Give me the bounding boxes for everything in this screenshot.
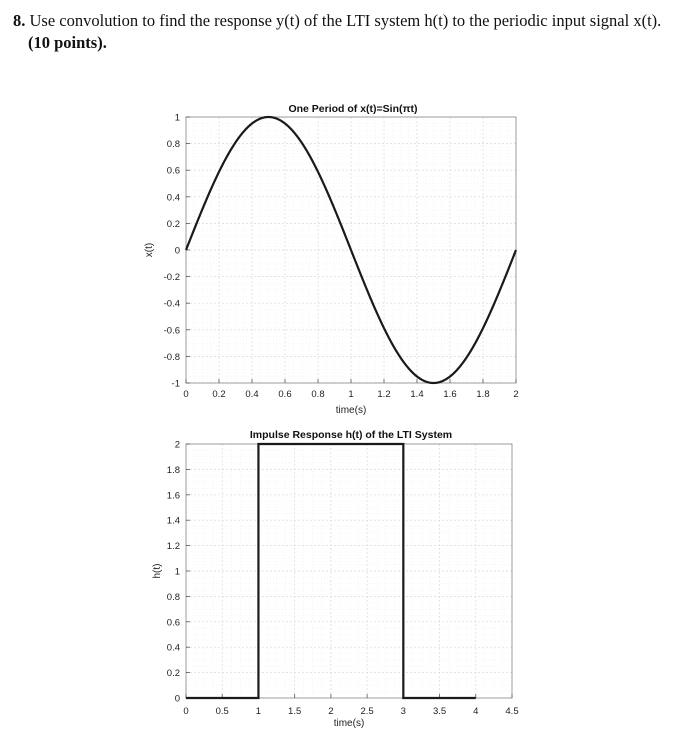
x-tick-label: 0.4 (245, 389, 259, 400)
y-tick-label: 1 (174, 112, 180, 124)
y-tick-label: 1.8 (166, 464, 180, 476)
x-tick-label: 1.4 (410, 389, 424, 400)
y-tick-label: 1.4 (166, 515, 180, 527)
x-tick-label: 0 (183, 389, 189, 400)
x-tick-label: 2 (328, 706, 334, 717)
y-tick-label: 0.8 (166, 139, 180, 151)
x-tick-label: 1 (255, 706, 262, 717)
y-tick-label: 0 (174, 245, 180, 257)
xt-chart (144, 103, 519, 416)
y-tick-label: -1 (171, 378, 180, 390)
x-tick-label: 0.5 (215, 706, 229, 717)
x-tick-label: 3.5 (432, 706, 447, 717)
question-number: 8. (13, 11, 26, 30)
y-tick-label: -0.8 (163, 351, 180, 363)
x-tick-label: 1.5 (288, 706, 302, 717)
y-tick-label: 0.8 (166, 591, 180, 603)
x-tick-label: 1.6 (443, 389, 457, 400)
y-tick-label: -0.6 (163, 325, 180, 337)
x-tick-label: 0.8 (311, 389, 325, 400)
y-tick-label: -0.2 (163, 272, 180, 284)
x-tick-label: 4 (473, 706, 479, 717)
chart-title: One Period of x(t)=Sin(πt) (288, 103, 418, 115)
x-tick-label: 1 (348, 389, 354, 400)
y-tick-label: 0.6 (166, 165, 180, 177)
y-tick-label: 0.4 (166, 642, 180, 654)
chart-title: Impulse Response h(t) of the LTI System (249, 429, 453, 441)
y-axis-label: h(t) (152, 563, 163, 579)
x-tick-label: 0.2 (212, 389, 226, 400)
y-tick-label: 1 (174, 566, 180, 578)
x-tick-label: 0 (183, 706, 189, 717)
y-tick-label: 1.2 (166, 541, 180, 553)
y-tick-label: 0.6 (166, 617, 180, 629)
ht-chart (152, 429, 519, 729)
x-tick-label: 3 (400, 706, 406, 717)
y-tick-label: -0.4 (163, 298, 180, 310)
question-body: Use convolution to find the response y(t) of the LTI system h(t) to the periodic input signal x(t). (29, 11, 662, 30)
y-tick-label: 0 (174, 693, 180, 705)
x-tick-label: 4.5 (505, 706, 519, 717)
y-axis-label: x(t) (144, 242, 155, 258)
y-tick-label: 0.4 (166, 192, 180, 204)
y-tick-label: 0.2 (166, 668, 180, 680)
x-axis-label: time(s) (333, 718, 365, 729)
question-points: (10 points). (28, 33, 107, 52)
x-axis-label: time(s) (335, 405, 367, 416)
x-tick-label: 2 (513, 389, 519, 400)
y-tick-label: 0.2 (166, 218, 180, 230)
y-tick-label: 1.6 (166, 490, 180, 502)
x-tick-label: 0.6 (278, 389, 292, 400)
x-tick-label: 1.2 (377, 389, 391, 400)
y-tick-label: 2 (174, 439, 180, 451)
x-tick-label: 2.5 (360, 706, 374, 717)
x-tick-label: 1.8 (476, 389, 490, 400)
